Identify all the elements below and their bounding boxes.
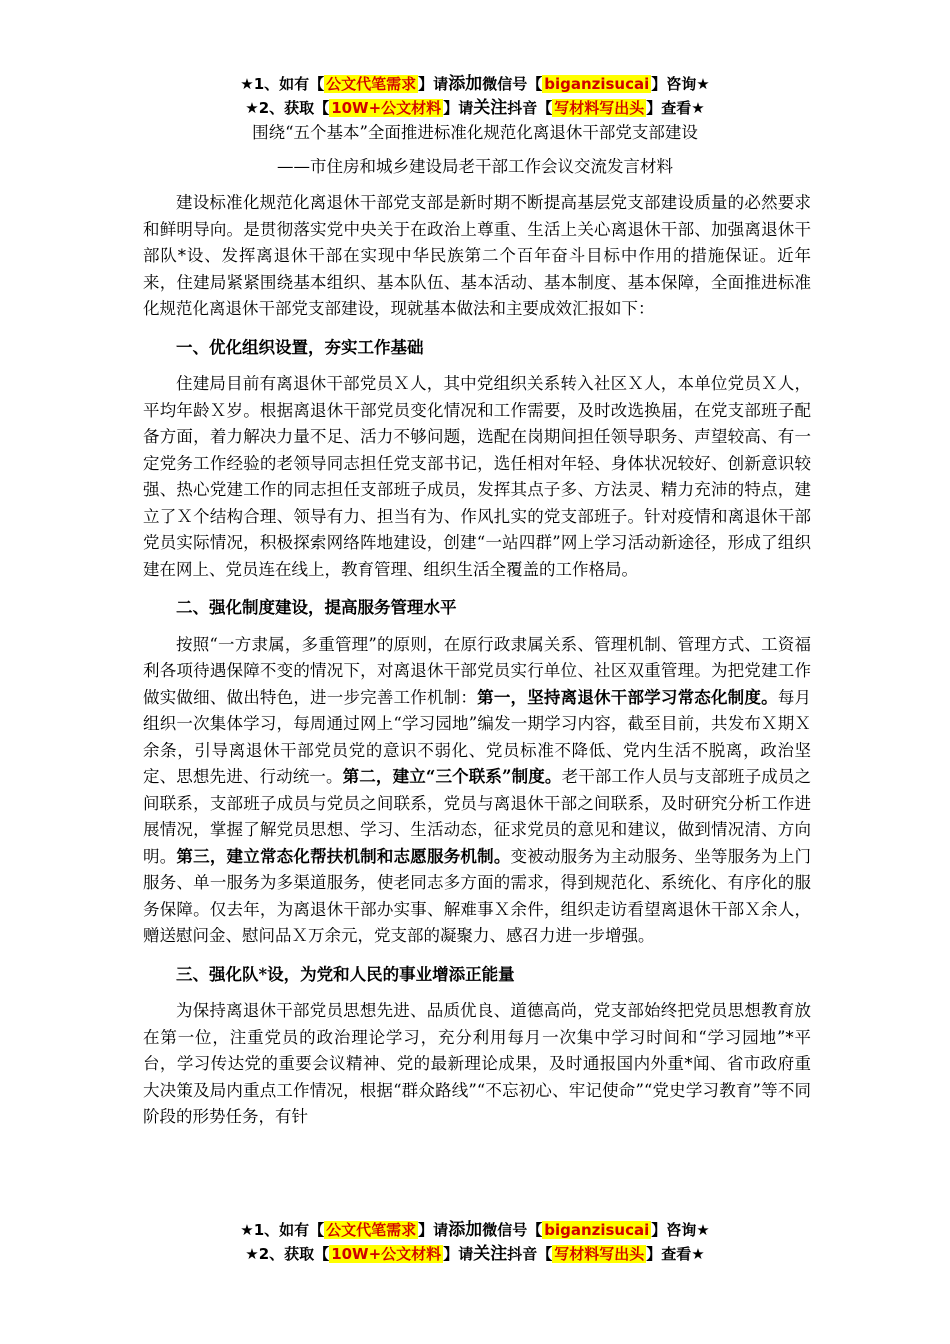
- bold-point-3: 第三，建立常态化帮扶机制和志愿服务机制。: [176, 846, 511, 866]
- bottom-banner-line-1: [0, 1218, 950, 1242]
- banner-highlight: 写材料写出头: [554, 99, 645, 117]
- banner-text: ★2、获取【: [245, 99, 330, 117]
- paragraph-text: 每月组织一次集体学习，每周通过网上“学习园地”编发一期学习内容，截至目前，共发布Ｘ期Ｘ余条，引导离退休干部党员党的意识不弱化、党员标准不降低、党内生活不脱离，政治坚定、思想先进、行动统一。: [143, 687, 812, 786]
- banner-highlight: 公文代笔需求: [326, 75, 417, 93]
- paragraph-text: 变被动服务为主动服务、坐等服务为上门服务、单一服务为多渠道服务，使老同志多方面的需求，得到规范化、系统化、有序化的服务保障。仅去年，为离退休干部办实事、解难事Ｘ余件，组织走访看望离退休干部Ｘ余人，赠送慰问金、慰问品Ｘ万余元，党支部的凝聚力、感召力进一步增强。: [143, 846, 812, 945]
- banner-text: ★1、如有【: [240, 1221, 325, 1239]
- document-title: 围绕“五个基本”全面推进标准化规范化离退休干部党支部建设: [252, 123, 698, 142]
- section-3-paragraph: 为保持离退休干部党员思想先进、品质优良、道德高尚，党支部始终把党员思想教育放在第一位，注重党员的政治理论学习，充分利用每月一次集中学习时间和“学习园地”*平台，学习传达党的重要会议精神、党的最新理论成果，及时通报国内外重*闻、省市政府重大决策及局内重点工作情况，根据“群众路线”“不忘初心、牢记使命”“党史学习教育”等不同阶段的形势任务，有针: [143, 1001, 811, 1126]
- top-banner-line-1: [0, 72, 950, 96]
- banner-text: 】咨询★: [651, 75, 710, 93]
- banner-text: 】查看★: [646, 1245, 705, 1263]
- banner-text: 】请: [443, 99, 474, 117]
- banner-text: 微信号【: [482, 75, 543, 93]
- banner-text: 】咨询★: [651, 1221, 710, 1239]
- banner-text: 抖音【: [507, 1245, 553, 1263]
- banner-highlight: 10W+公文材料: [331, 99, 442, 117]
- intro-paragraph: 建设标准化规范化离退休干部党支部是新时期不断提高基层党支部建设质量的必然要求和鲜明导向。是贯彻落实党中央关于在政治上尊重、生活上关心离退休干部、加强离退休干部队*设、发挥离退休干部在实现中华民族第二个百年奋斗目标中作用的措施保证。近年来，住建局紧紧围绕基本组织、基本队伍、基本活动、基本制度、基本保障，全面推进标准化规范化离退休干部党支部建设，现就基本做法和主要成效汇报如下：: [143, 193, 811, 318]
- banner-emphasis: 关注: [473, 1244, 508, 1264]
- banner-highlight: 写材料写出头: [554, 1245, 645, 1263]
- banner-text: ★1、如有【: [240, 75, 325, 93]
- paragraph-text: 老干部工作人员与支部班子成员之间联系，支部班子成员与党员之间联系，党员与离退休干部之间联系，及时研究分析工作进展情况，掌握了解党员思想、学习、生活动态，征求党员的意见和建议，做到情况清、方向明。: [143, 767, 812, 866]
- banner-text: 抖音【: [507, 99, 553, 117]
- banner-emphasis: 关注: [473, 98, 508, 118]
- document-subtitle: ——市住房和城乡建设局老干部工作会议交流发言材料: [277, 157, 673, 176]
- section-1-paragraph: 住建局目前有离退休干部党员Ｘ人，其中党组织关系转入社区Ｘ人，本单位党员Ｘ人，平均年龄Ｘ岁。根据离退休干部党员变化情况和工作需要，及时改选换届，在党支部班子配备方面，着力解决力量不足、活力不够问题，选配在岗期间担任领导职务、声望较高、有一定党务工作经验的老领导同志担任党支部书记，选任相对年轻、身体状况较好、创新意识较强、热心党建工作的同志担任支部班子成员，发挥其点子多、方法灵、精力充沛的特点，建立了Ｘ个结构合理、领导有力、担当有为、作风扎实的党支部班子。针对疫情和离退休干部党员实际情况，积极探索网络阵地建设，创建“一站四群”网上学习活动新途径，形成了组织建在网上、党员连在线上，教育管理、组织生活全覆盖的工作格局。: [143, 374, 811, 579]
- banner-highlight: 公文代笔需求: [326, 1221, 417, 1239]
- document-body: [143, 190, 811, 1131]
- banner-text: 微信号【: [482, 1221, 543, 1239]
- section-heading-1: 一、优化组织设置，夯实工作基础: [176, 337, 424, 357]
- banner-emphasis: 添加: [448, 74, 483, 94]
- banner-text: ★2、获取【: [245, 1245, 330, 1263]
- banner-highlight: biganzisucai: [544, 1221, 650, 1239]
- top-banner-line-2: [0, 96, 950, 120]
- section-heading-3: 三、强化队*设，为党和人民的事业增添正能量: [176, 964, 515, 984]
- banner-highlight: 10W+公文材料: [331, 1245, 442, 1263]
- bold-point-2: 第二，建立“三个联系”制度。: [342, 767, 562, 786]
- banner-text: 】查看★: [646, 99, 705, 117]
- bold-point-1: 第一，坚持离退休干部学习常态化制度。: [477, 687, 778, 707]
- banner-text: 】请: [418, 1221, 449, 1239]
- banner-emphasis: 添加: [448, 1220, 483, 1240]
- banner-highlight: biganzisucai: [544, 75, 650, 93]
- bottom-banner-line-2: [0, 1242, 950, 1266]
- section-2-paragraph: [143, 632, 811, 950]
- paragraph-text: 按照“一方隶属，多重管理”的原则，在原行政隶属关系、管理机制、管理方式、工资福利各项待遇保障不变的情况下，对离退休干部党员实行单位、社区双重管理。为把党建工作做实做细、做出特色，进一步完善工作机制：: [143, 634, 811, 707]
- banner-text: 】请: [443, 1245, 474, 1263]
- banner-text: 】请: [418, 75, 449, 93]
- section-heading-2: 二、强化制度建设，提高服务管理水平: [176, 598, 457, 617]
